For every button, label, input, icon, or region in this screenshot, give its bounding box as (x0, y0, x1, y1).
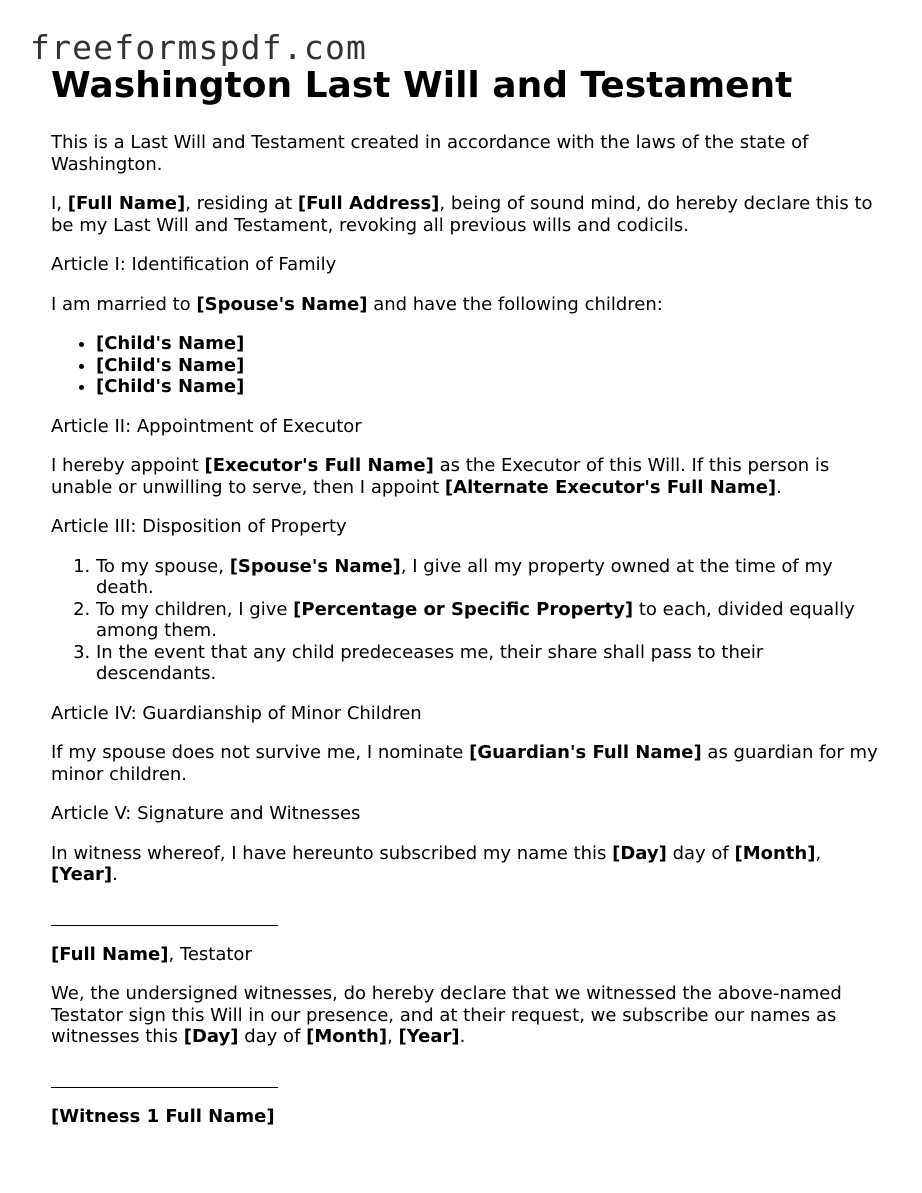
testator-signature-line (51, 904, 278, 926)
child-list-item: • [Child's Name] (96, 333, 881, 355)
article-3-heading: Article III: Disposition of Property (51, 516, 347, 537)
property-item: 1. To my spouse, [Spouse's Name], I give all my property owned at the time of my death. (96, 556, 881, 599)
witness-1-name: [Witness 1 Full Name] (51, 1105, 275, 1127)
article-4-heading: Article IV: Guardianship of Minor Children (51, 702, 422, 724)
child-list-item: • [Child's Name] (96, 376, 881, 398)
spouse-name-placeholder: [Spouse's Name] (196, 293, 368, 315)
document-title: Washington Last Will and Testament (51, 65, 793, 106)
property-list (51, 556, 881, 685)
family-paragraph: I am married to [Spouse's Name] and have the following children: (51, 293, 663, 315)
witness-declaration-paragraph: We, the undersigned witnesses, do hereby declare that we witnessed the above-named Testator sign this Will in our presence, and at their request, we subscribe our names as witnesses this [Day] day of [Month], [Year]. (51, 983, 842, 1047)
children-list (51, 333, 881, 398)
testator-name-line: [Full Name], Testator (51, 943, 252, 965)
executor-paragraph: I hereby appoint [Executor's Full Name] as the Executor of this Will. If this person is unable or unwilling to serve, then I appoint [Alternate Executor's Full Name]. (51, 455, 830, 498)
article-5-heading: Article V: Signature and Witnesses (51, 803, 361, 824)
full-name-placeholder: [Full Name] (67, 193, 186, 214)
property-item: 3. In the event that any child predeceases me, their share shall pass to their descendants. (96, 642, 881, 685)
full-address-placeholder: [Full Address] (297, 193, 440, 214)
will-document (51, 64, 881, 1145)
child-list-item: • [Child's Name] (96, 355, 881, 377)
declaration-paragraph: I, [Full Name], residing at [Full Address], being of sound mind, do hereby declare this to be my Last Will and Testament, revoking all previous wills and codicils. (51, 193, 873, 236)
guardian-name-placeholder: [Guardian's Full Name] (469, 742, 702, 763)
article-2-heading: Article II: Appointment of Executor (51, 415, 362, 437)
signature-date-paragraph: In witness whereof, I have hereunto subscribed my name this [Day] day of [Month], [Year]. (51, 842, 822, 885)
intro-paragraph: This is a Last Will and Testament created in accordance with the laws of the state of Washington. (51, 132, 809, 175)
witness-1-signature-line (51, 1066, 278, 1088)
article-1-heading: Article I: Identification of Family (51, 254, 337, 275)
property-item: 2. To my children, I give [Percentage or Specific Property] to each, divided equally among them. (96, 599, 881, 642)
site-watermark: freeformspdf.com (30, 28, 368, 67)
executor-name-placeholder: [Executor's Full Name] (204, 455, 434, 476)
guardian-paragraph: If my spouse does not survive me, I nominate [Guardian's Full Name] as guardian for my minor children. (51, 742, 878, 785)
alternate-executor-placeholder: [Alternate Executor's Full Name] (444, 476, 777, 498)
